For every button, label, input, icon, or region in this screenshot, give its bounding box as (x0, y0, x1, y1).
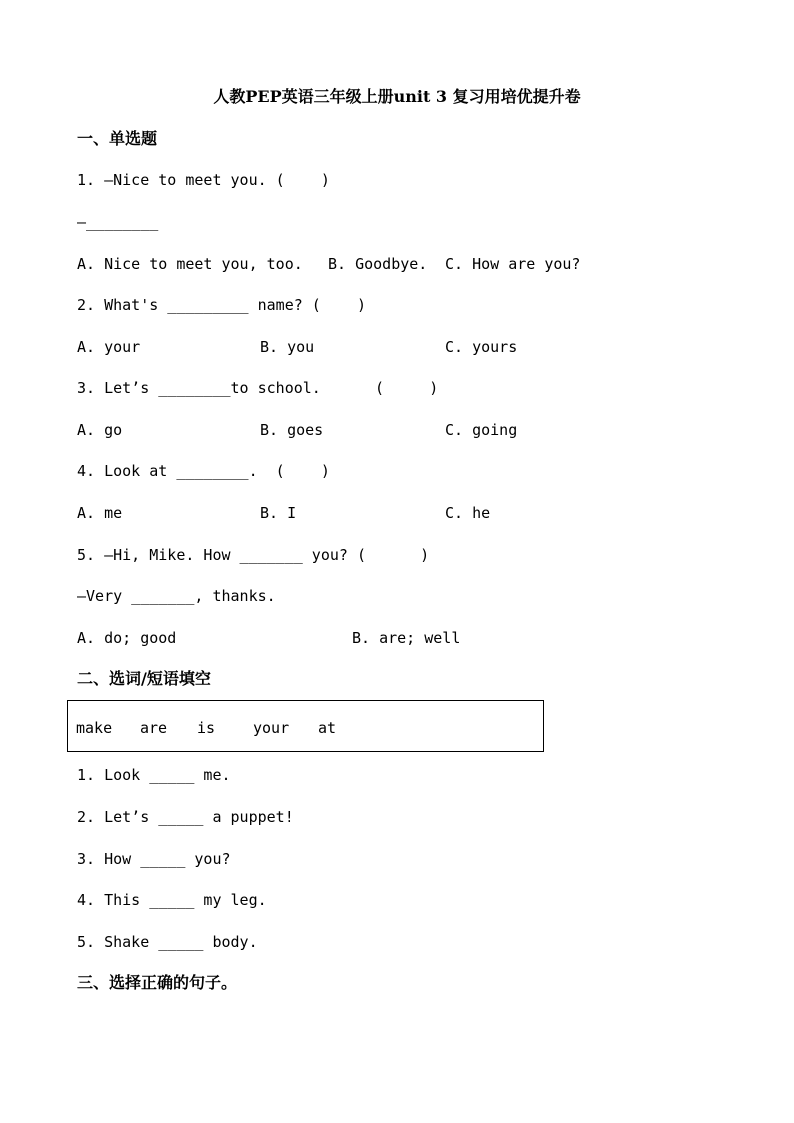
section-2-heading: 二、选词/短语填空 (77, 669, 211, 688)
page-title: 人教PEP英语三年级上册unit 3 复习用培优提升卷 (213, 87, 581, 106)
question-5-stem: 5. —Hi, Mike. How _______ you? ( ) (77, 546, 430, 564)
question-3-stem: 3. Let’s ________to school. ( ) (77, 379, 439, 397)
question-4-option-c: C. he (445, 504, 491, 522)
fill-item-5: 5. Shake _____ body. (77, 933, 258, 951)
word-bank-word: at (318, 719, 337, 737)
word-bank-word: are (140, 719, 168, 737)
question-3-option-b: B. goes (260, 421, 324, 439)
fill-item-3: 3. How _____ you? (77, 850, 231, 868)
question-4-stem: 4. Look at ________. ( ) (77, 462, 330, 480)
question-5-answer-line: —Very _______, thanks. (77, 587, 276, 605)
word-bank-word: is (197, 719, 216, 737)
word-bank-word: make (76, 719, 113, 737)
fill-item-1: 1. Look _____ me. (77, 766, 231, 784)
word-bank-word: your (253, 719, 290, 737)
question-5-option-b: B. are; well (352, 629, 461, 647)
question-2-option-b: B. you (260, 338, 315, 356)
word-bank-box (67, 700, 544, 752)
question-1-stem: 1. —Nice to meet you. ( ) (77, 171, 330, 189)
question-2-option-a: A. your (77, 338, 141, 356)
section-1-heading: 一、单选题 (77, 129, 158, 148)
question-4-option-b: B. I (260, 504, 297, 522)
question-1-answer-line: —________ (77, 213, 159, 231)
question-3-option-c: C. going (445, 421, 518, 439)
question-1-option-c: C. How are you? (445, 255, 581, 273)
section-3-heading: 三、选择正确的句子。 (77, 973, 238, 992)
question-1-option-b: B. Goodbye. (328, 255, 428, 273)
fill-item-2: 2. Let’s _____ a puppet! (77, 808, 294, 826)
question-2-stem: 2. What's _________ name? ( ) (77, 296, 366, 314)
question-2-option-c: C. yours (445, 338, 518, 356)
fill-item-4: 4. This _____ my leg. (77, 891, 267, 909)
question-4-option-a: A. me (77, 504, 123, 522)
question-5-option-a: A. do; good (77, 629, 177, 647)
question-3-option-a: A. go (77, 421, 123, 439)
question-1-option-a: A. Nice to meet you, too. (77, 255, 303, 273)
